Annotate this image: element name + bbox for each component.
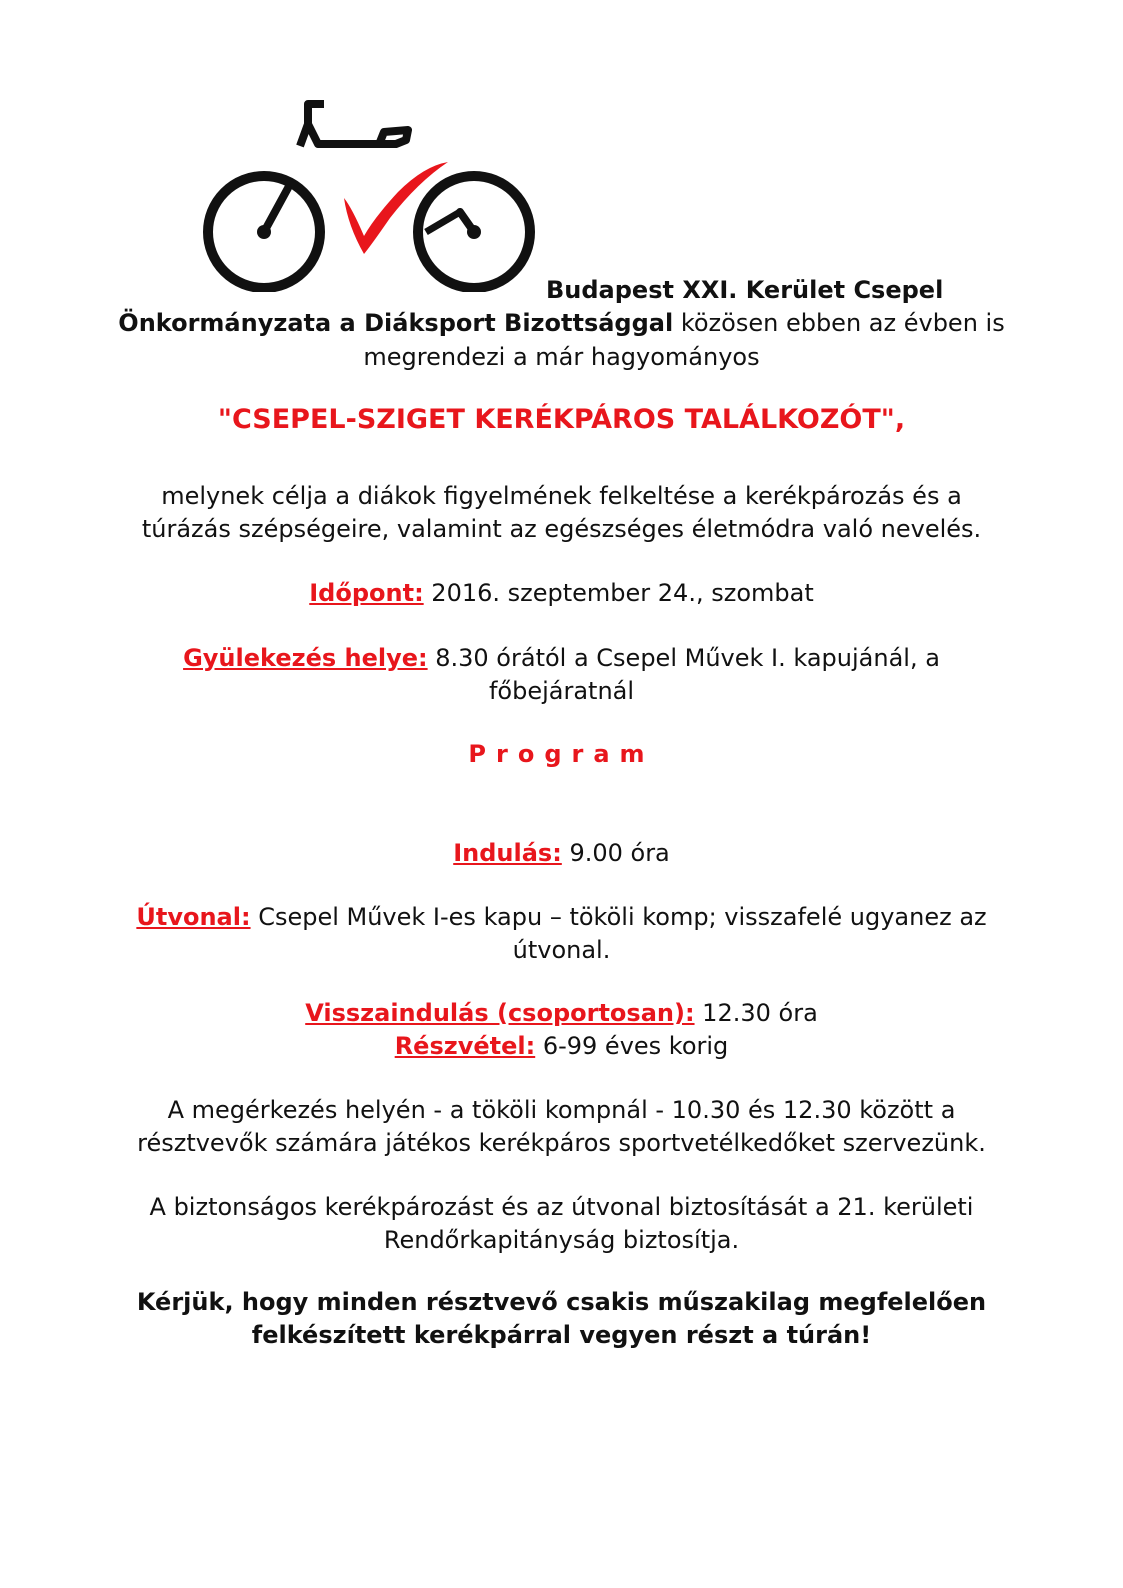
purpose-line-1: melynek célja a diákok figyelmének felkeltése a kerékpározás és a <box>161 482 962 510</box>
return-value: 12.30 óra <box>694 999 818 1027</box>
arrival-line-2: résztvevők számára játékos kerékpáros sportvetélkedőket szervezünk. <box>137 1129 986 1157</box>
date-label: Időpont: <box>309 579 424 607</box>
arrival-line-1: A megérkezés helyén - a tököli kompnál - 10.30 és 12.30 között a <box>167 1096 956 1124</box>
participation-value: 6-99 éves korig <box>535 1032 729 1060</box>
route-label: Útvonal: <box>136 903 251 931</box>
safety-line-1: A biztonságos kerékpározást és az útvonal biztosítását a 21. kerületi <box>149 1193 974 1221</box>
meeting-value: 8.30 órától a Csepel Művek I. kapujánál, a <box>427 644 940 672</box>
bicycle-icon <box>196 96 536 292</box>
org-name: Önkormányzata a Diáksport Bizottsággal <box>118 309 674 337</box>
date-value: 2016. szeptember 24., szombat <box>423 579 814 607</box>
safety-line-2: Rendőrkapitányság biztosítja. <box>383 1226 740 1254</box>
program-heading: Program <box>468 740 655 768</box>
return-line <box>60 997 1063 1030</box>
participation-label: Részvétel: <box>394 1032 536 1060</box>
meeting-line <box>60 642 1063 675</box>
route-value: Csepel Művek I-es kapu – tököli komp; visszafelé ugyanez az <box>250 903 987 931</box>
meeting-label: Gyülekezés helye: <box>183 644 428 672</box>
meeting-line-2: főbejáratnál <box>488 677 635 705</box>
route-line-2: útvonal. <box>512 936 611 964</box>
intro-line-3: megrendezi a már hagyományos <box>363 343 760 371</box>
date-line <box>60 577 1063 610</box>
closing-line-1: Kérjük, hogy minden résztvevő csakis műszakilag megfelelően <box>136 1288 987 1316</box>
start-line <box>60 837 1063 870</box>
purpose-line-2: túrázás szépségeire, valamint az egészséges életmódra való nevelés. <box>141 515 982 543</box>
closing-line-2: felkészített kerékpárral vegyen részt a túrán! <box>251 1321 872 1349</box>
start-value: 9.00 óra <box>561 839 670 867</box>
event-title: "CSEPEL-SZIGET KERÉKPÁROS TALÁLKOZÓT", <box>217 404 906 435</box>
closing-note <box>60 1286 1063 1352</box>
participation-line <box>60 1030 1063 1063</box>
route-line <box>60 901 1063 934</box>
return-label: Visszaindulás (csoportosan): <box>305 999 695 1027</box>
start-label: Indulás: <box>453 839 562 867</box>
org-line-1: Budapest XXI. Kerület Csepel <box>546 276 944 304</box>
org-line-2-rest: közösen ebben az évben is <box>673 309 1005 337</box>
org-line-2 <box>100 306 1023 340</box>
